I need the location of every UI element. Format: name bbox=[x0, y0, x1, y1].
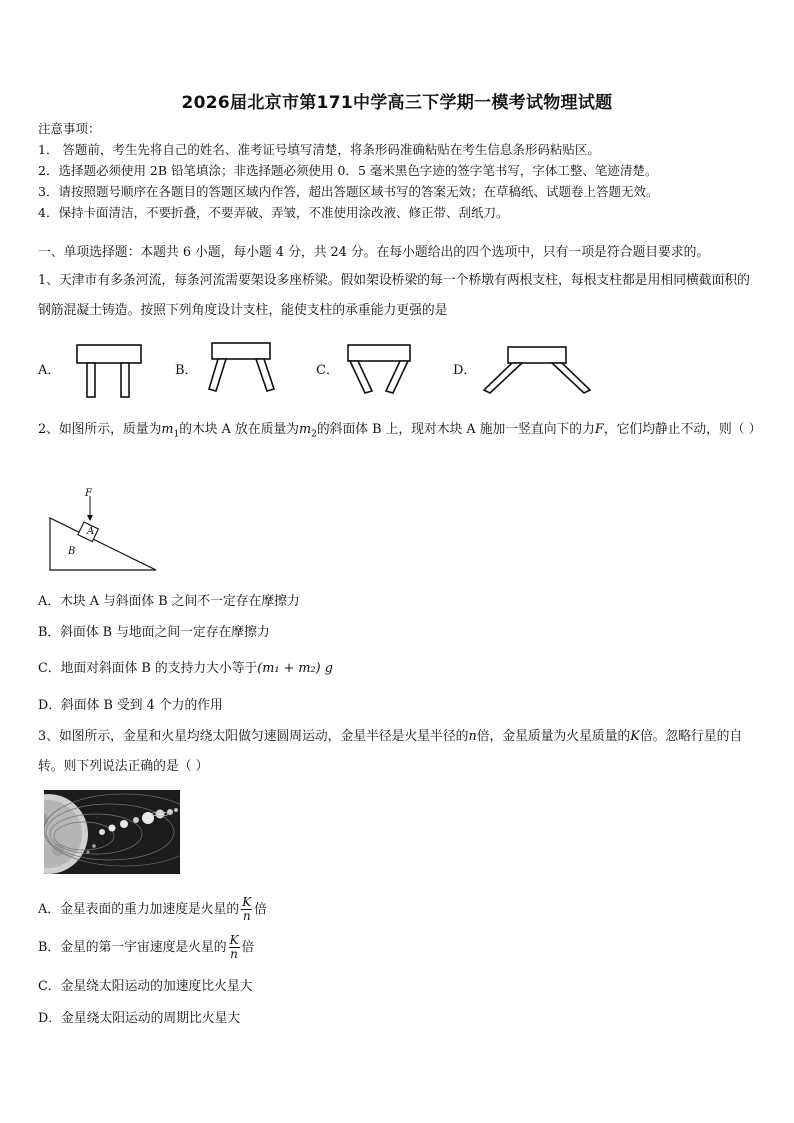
q3-option-c: C．金星绕太阳运动的加速度比火星大 bbox=[38, 979, 253, 994]
math-m1: $m_1$ bbox=[161, 422, 180, 440]
incline-figure bbox=[46, 488, 161, 574]
pillar-figure-d bbox=[482, 345, 592, 397]
notice-item-4: 4．保持卡面清洁，不要折叠，不要弄破、弄皱，不准使用涂改液、修正带、刮纸刀。 bbox=[38, 205, 509, 220]
pillar-figure-a bbox=[75, 343, 145, 401]
incline-label-a: A bbox=[87, 526, 95, 537]
math-force: F bbox=[594, 422, 604, 437]
notice-item-1: 1． 答题前，考生先将自己的姓名、准考证号填写清楚，将条形码准确粘贴在考生信息条形码粘贴区。 bbox=[38, 142, 600, 157]
solar-system-image bbox=[44, 790, 180, 874]
notice-item-3: 3．请按照题号顺序在各题目的答题区域内作答，超出答题区域书写的答案无效；在草稿纸、试题卷上答题无效。 bbox=[38, 184, 659, 199]
q2-option-b: B．斜面体 B 与地面之间一定存在摩擦力 bbox=[38, 625, 270, 640]
q2-option-c: C．地面对斜面体 B 的支持力大小等于(m₁ + m₂) g bbox=[38, 661, 333, 676]
math-support-force: (m₁ + m₂) g bbox=[257, 661, 333, 676]
q1-option-b-label: B． bbox=[175, 363, 198, 378]
math-m2: $m_2$ bbox=[298, 422, 317, 440]
question-2-text: 2、如图所示，质量为$m_1$的木块 A 放在质量为$m_2$的斜面体 B 上，现对木块 A 施加一竖直向下的力F，它们均静止不动，则（ ） bbox=[38, 422, 762, 440]
q3-option-b: B．金星的第一宇宙速度是火星的 $\frac{K}{n}$ 倍 bbox=[38, 933, 255, 961]
notice-item-2: 2．选择题必须使用 2B 铅笔填涂；非选择题必须使用 0．5 毫米黑色字迹的签字笔书写，字体工整、笔迹清楚。 bbox=[38, 163, 658, 178]
question-3-text: 3、如图所示，金星和火星均绕太阳做匀速圆周运动，金星半径是火星半径的n倍，金星质量为火星质量的K倍。忽略行星的自转。则下列说法正确的是（ ） bbox=[38, 729, 743, 774]
incline-label-force: F bbox=[85, 488, 92, 499]
q1-option-a-label: A． bbox=[38, 363, 61, 378]
math-k: K bbox=[630, 729, 640, 744]
pillar-figure-c bbox=[344, 343, 416, 395]
page-title: 2026届北京市第171中学高三下学期一模考试物理试题 bbox=[181, 93, 613, 113]
math-n: n bbox=[468, 729, 477, 744]
q1-option-c-label: C． bbox=[316, 363, 339, 378]
fraction-k-over-n: $\frac{K}{n}$ bbox=[229, 933, 239, 961]
q2-option-a: A．木块 A 与斜面体 B 之间不一定存在摩擦力 bbox=[38, 594, 300, 609]
incline-label-b: B bbox=[68, 546, 76, 557]
q3-option-d: D．金星绕太阳运动的周期比火星大 bbox=[38, 1011, 241, 1026]
fraction-k-over-n: $\frac{K}{n}$ bbox=[242, 895, 252, 923]
question-1-text: 1、天津市有多条河流，每条河流需要架设多座桥梁。假如架设桥梁的每一个桥墩有两根支柱，每根支柱都是用相同横截面积的钢筋混凝土铸造。按照下列角度设计支柱，能使支柱的承重能力更强的是 bbox=[38, 273, 750, 318]
q3-option-a: A．金星表面的重力加速度是火星的 $\frac{K}{n}$ 倍 bbox=[38, 895, 267, 923]
q2-option-d: D．斜面体 B 受到 4 个力的作用 bbox=[38, 698, 223, 713]
section-heading: 一、单项选择题：本题共 6 小题，每小题 4 分，共 24 分。在每小题给出的四个选项中，只有一项是符合题目要求的。 bbox=[38, 245, 710, 260]
q1-option-d-label: D． bbox=[453, 363, 477, 378]
pillar-figure-b bbox=[206, 341, 278, 393]
notice-heading: 注意事项： bbox=[38, 121, 101, 136]
